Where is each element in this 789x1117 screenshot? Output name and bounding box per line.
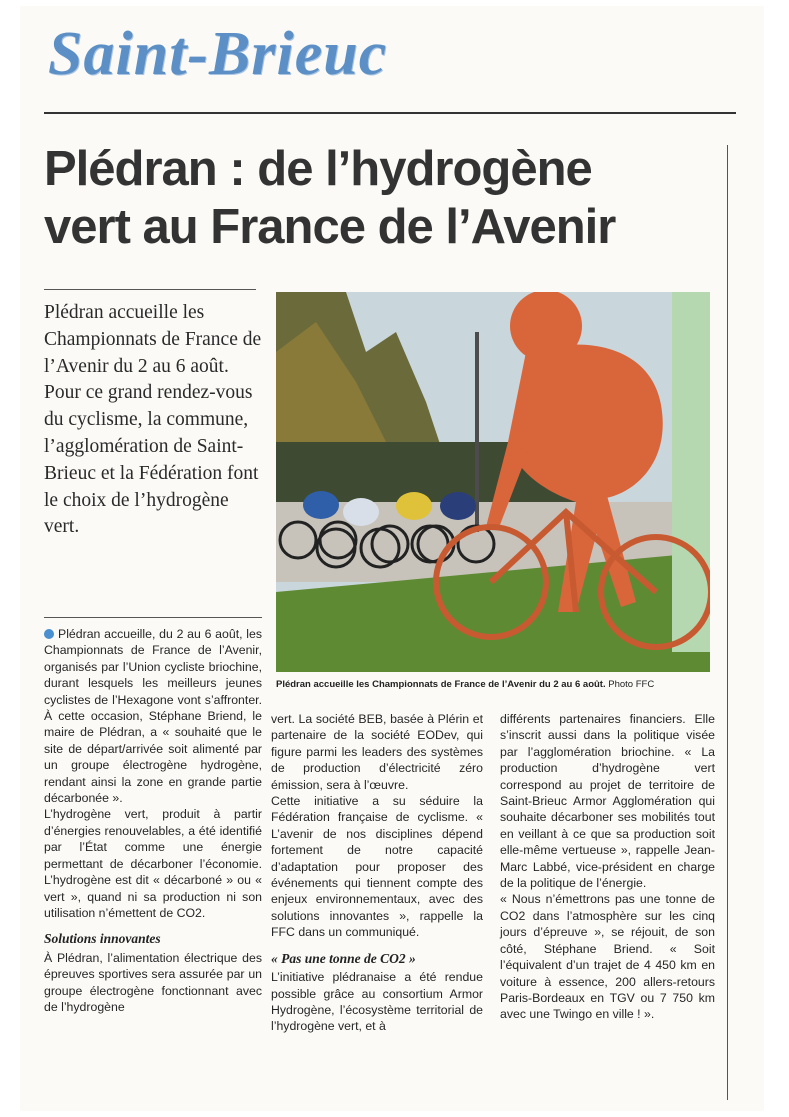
column3-paragraph-1: différents partenaires financiers. Elle s’inscrit aussi dans la politique visée par l’agglomération briochine. « La production d’hydrogène vert correspond au projet de territoire de Saint-Brieuc Armor Agglomération qui souhaite décarboner ses mobilités tout en veillant à ce que sa production soit elle-même vertueuse », rappelle Jean-Marc Labbé, vice-président en charge de la politique de l’énergie. [500,712,715,891]
column1-paragraph-1 [44,626,262,806]
lead-divider [44,289,256,290]
article-lead: Plédran accueille les Championnats de France de l’Avenir du 2 au 6 août. Pour ce grand rendez-vous du cyclisme, la commune, l’agglomération de Saint-Brieuc et la Fédération font le choix de l’hydrogène vert. [44,302,262,538]
page-edge-divider [727,145,728,1100]
headline-line-1: Plédran : de l’hydrogène [44,142,592,196]
column1-paragraph-3: À Plédran, l’alimentation électrique des épreuves sportives sera assurée par un groupe électrogène fonctionnant avec de l’hydrogène [44,950,262,1014]
street-lamp [475,332,479,532]
article-photo [276,292,710,672]
section-divider [44,112,736,114]
photo-credit: Photo FFC [608,679,655,690]
photo-caption [276,679,716,691]
column2-paragraph-2: Cette initiative a su séduire la Fédération française de cyclisme. « L’avenir de nos disciplines dépend fortement de notre capacité d’adaptation pour proposer des événements qui tiennent compte des enjeux environnementaux, avec des solutions innovantes », rappelle la FFC dans un communiqué. [271,794,483,940]
body-divider [44,617,262,618]
article-bullet-icon [44,629,54,639]
article-headline [44,140,724,256]
column2-paragraph-3: L’initiative plédranaise a été rendue possible grâce au consortium Armor Hydrogène, l’écosystème territorial de l’hydrogène vert, et à [271,970,483,1034]
article-column-1 [44,626,262,1015]
caption-text: Plédran accueille les Championnats de France de l’Avenir du 2 au 6 août. [276,679,606,690]
subheading-solutions: Solutions innovantes [44,931,161,947]
green-post [672,292,710,652]
subheading-co2: « Pas une tonne de CO2 » [271,950,416,966]
headline-line-2: vert au France de l’Avenir [44,200,616,254]
column2-paragraph-1: vert. La société BEB, basée à Plérin et partenaire de la société EODev, qui figure parmi les leaders des systèmes de production d’électricité zéro émission, sera à l’œuvre. [271,712,483,792]
cyclists-illustration [276,292,710,672]
column3-paragraph-2: « Nous n’émettrons pas une tonne de CO2 dans l’atmosphère sur les cinq jours d’épreuve », se réjouit, de son côté, Stéphane Briend. « Soit l’équivalent d’un trajet de 4 450 km en voiture à essence, 200 allers-retours Paris-Bordeaux en TGV ou 7 750 km avec une Twingo en ville ! ». [500,892,715,1022]
section-title: Saint-Brieuc [48,20,388,88]
column1-paragraph-2: L’hydrogène vert, produit à partir d’énergies renouvelables, a été identifié par l’État comme une énergie permettant de décarboner l’économie. L’hydrogène est dit « décarboné » ou « vert », quand ni sa production ni son utilisation n’émettent de CO2. [44,807,262,920]
article-column-3 [500,711,715,1023]
column1-paragraph-1-text: Plédran accueille, du 2 au 6 août, les Championnats de France de l’Avenir, organisés par l’Union cycliste briochine, durant lesquels les meilleurs jeunes cyclistes de l’Hexagone vont s’affronter. À cette occasion, Stéphane Briend, le maire de Plédran, a « souhaité que le site de départ/arrivée soit alimenté par un groupe électrogène hydrogène, rendant ainsi la zone en grande partie décarbonée ». [44,627,262,806]
article-column-2 [271,711,483,1035]
